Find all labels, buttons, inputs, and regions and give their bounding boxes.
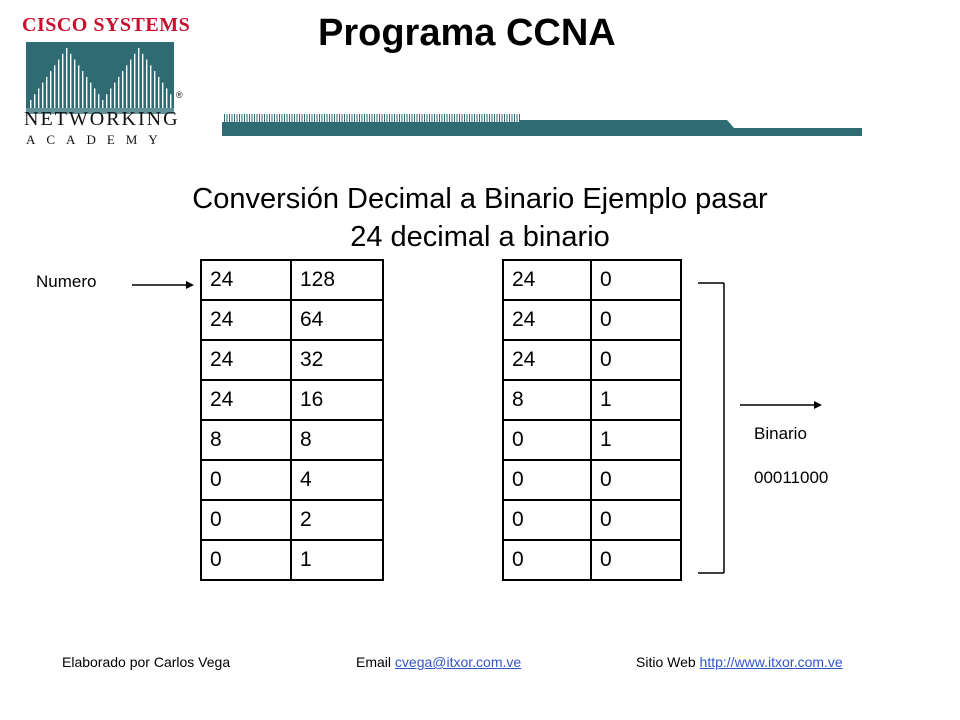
bridge-bars-icon: [26, 42, 174, 114]
table-cell: 8: [201, 420, 291, 460]
footer-website: [636, 654, 843, 670]
table-cell: 24: [201, 260, 291, 300]
table-cell: 24: [201, 380, 291, 420]
table-cell: 24: [201, 340, 291, 380]
subtitle-line-1: Conversión Decimal a Binario Ejemplo pasar: [192, 183, 768, 215]
footer-web-label: Sitio Web: [636, 654, 700, 670]
logo-line-networking: NETWORKING: [24, 108, 180, 130]
cisco-networking-academy-logo: [22, 14, 200, 147]
table-cell: 32: [291, 340, 383, 380]
footer-author: Elaborado por Carlos Vega: [62, 654, 231, 670]
table-cell: 0: [591, 340, 681, 380]
table-cell: 8: [503, 380, 591, 420]
table-row: [503, 420, 681, 460]
table-cell: 24: [201, 300, 291, 340]
table-row: [201, 260, 383, 300]
footer-email: [356, 654, 521, 670]
table-row: [201, 540, 383, 580]
table-row: [503, 260, 681, 300]
table-cell: 0: [201, 460, 291, 500]
table-row: [201, 500, 383, 540]
page-title: Programa CCNA: [318, 12, 616, 54]
table-cell: 1: [591, 420, 681, 460]
table-cell: 0: [591, 460, 681, 500]
table-cell: 24: [503, 300, 591, 340]
table-row: [201, 460, 383, 500]
binario-label: Binario: [754, 424, 807, 443]
header-decorative-bar: [222, 112, 862, 136]
table-row: [503, 340, 681, 380]
binario-arrow-icon: [738, 398, 824, 412]
numero-label: Numero: [36, 272, 97, 291]
table-row: [201, 420, 383, 460]
table-cell: 0: [201, 540, 291, 580]
table-cell: 2: [291, 500, 383, 540]
table-cell: 0: [503, 540, 591, 580]
table-cell: 0: [591, 300, 681, 340]
table-cell: 0: [591, 540, 681, 580]
table-cell: 1: [591, 380, 681, 420]
table-cell: 0: [201, 500, 291, 540]
table-cell: 24: [503, 260, 591, 300]
numero-arrow-icon: [130, 278, 196, 292]
table-cell: 0: [591, 260, 681, 300]
table-row: [503, 300, 681, 340]
logo-line-cisco: CISCO SYSTEMS: [22, 14, 191, 36]
table-row: [503, 460, 681, 500]
table-cell: 4: [291, 460, 383, 500]
logo-bridge-graphic: [26, 42, 174, 114]
website-link[interactable]: http://www.itxor.com.ve: [699, 654, 843, 670]
table-cell: 0: [503, 500, 591, 540]
table-cell: 0: [591, 500, 681, 540]
binary-result-table: [502, 259, 682, 581]
table-cell: 16: [291, 380, 383, 420]
division-table: [200, 259, 384, 581]
table-row: [503, 540, 681, 580]
table-cell: 128: [291, 260, 383, 300]
table-row: [503, 380, 681, 420]
table-row: [201, 380, 383, 420]
table-cell: 0: [503, 460, 591, 500]
subtitle-line-2: 24 decimal a binario: [350, 221, 610, 253]
registered-mark: ®: [176, 90, 183, 100]
footer-email-label: Email: [356, 654, 395, 670]
table-cell: 1: [291, 540, 383, 580]
table-cell: 24: [503, 340, 591, 380]
table-row: [201, 340, 383, 380]
bits-bracket: [694, 282, 734, 574]
table-cell: 8: [291, 420, 383, 460]
slide-subtitle: [60, 180, 900, 256]
email-link[interactable]: cvega@itxor.com.ve: [394, 654, 522, 670]
table-row: [201, 300, 383, 340]
binario-value: 00011000: [754, 468, 829, 487]
table-cell: 64: [291, 300, 383, 340]
logo-line-academy: ACADEMY: [26, 132, 169, 147]
table-row: [503, 500, 681, 540]
table-cell: 0: [503, 420, 591, 460]
